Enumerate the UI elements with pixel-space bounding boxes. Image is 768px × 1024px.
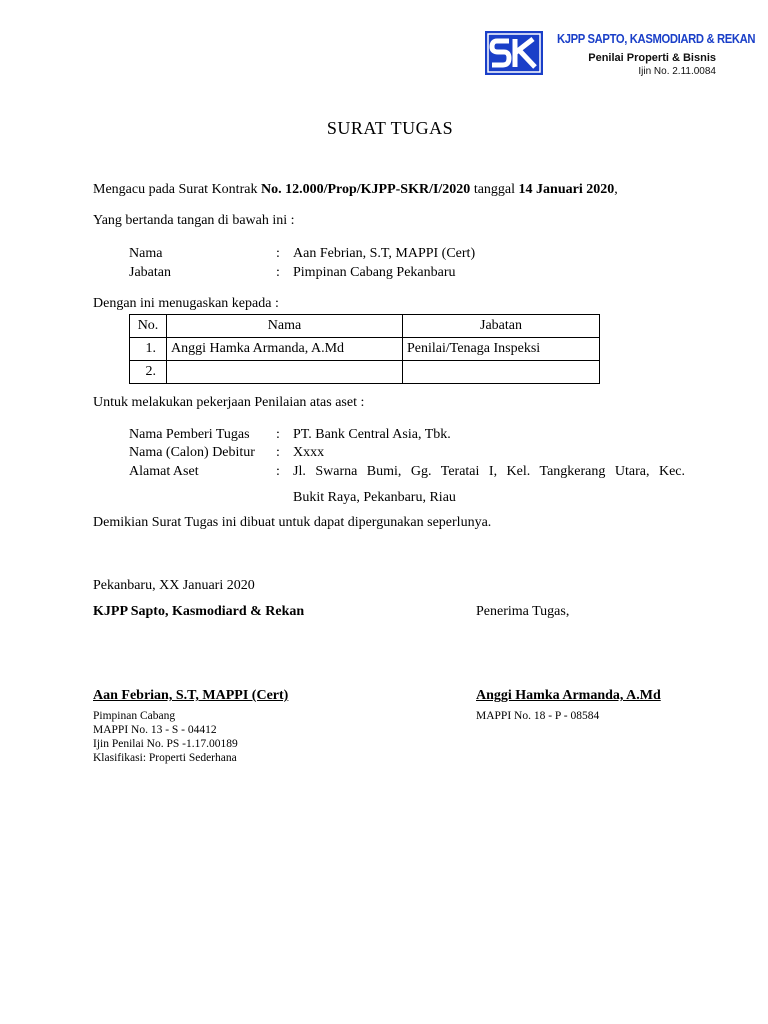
- client-value: PT. Bank Central Asia, Tbk.: [293, 427, 451, 442]
- left-signer-line: Ijin Penilai No. PS -1.17.00189: [93, 738, 238, 750]
- debtor-label: Nama (Calon) Debitur: [129, 445, 255, 460]
- signer-name-label: Nama: [129, 246, 163, 261]
- recipient-label: Penerima Tugas,: [476, 604, 570, 619]
- row-position: [403, 361, 600, 384]
- company-subtitle: Penilai Properti & Bisnis: [588, 52, 716, 64]
- row-no: 2.: [130, 361, 167, 384]
- row-position: Penilai/Tenaga Inspeksi: [403, 338, 600, 361]
- left-signer-name: Aan Febrian, S.T, MAPPI (Cert): [93, 688, 289, 703]
- company-license: Ijin No. 2.11.0084: [638, 66, 716, 77]
- signer-name-value: Aan Febrian, S.T, MAPPI (Cert): [293, 246, 476, 261]
- intro-prefix: Mengacu pada Surat Kontrak: [93, 182, 261, 197]
- address-line-1: Jl. Swarna Bumi, Gg. Teratai I, Kel. Tangkerang Utara, Kec.: [293, 464, 685, 479]
- address-colon: :: [276, 464, 280, 479]
- signer-intro: Yang bertanda tangan di bawah ini :: [93, 213, 295, 228]
- signer-name-colon: :: [276, 246, 280, 261]
- sk-logo-icon: [485, 31, 543, 75]
- intro-paragraph: [93, 181, 618, 199]
- right-signer-line: MAPPI No. 18 - P - 08584: [476, 710, 600, 722]
- company-name: KJPP SAPTO, KASMODIARD & REKAN: [557, 32, 756, 46]
- company-logo: [485, 31, 543, 75]
- assignment-table: [129, 314, 600, 384]
- task-intro: Untuk melakukan pekerjaan Penilaian atas aset :: [93, 395, 365, 410]
- closing-statement: Demikian Surat Tugas ini dibuat untuk dapat dipergunakan seperlunya.: [93, 515, 492, 530]
- table-row: [130, 361, 600, 384]
- debtor-colon: :: [276, 445, 280, 460]
- client-label: Nama Pemberi Tugas: [129, 427, 250, 442]
- place-date: Pekanbaru, XX Januari 2020: [93, 578, 255, 593]
- right-signer-name: Anggi Hamka Armanda, A.Md: [476, 688, 661, 703]
- intro-suffix: ,: [614, 182, 618, 197]
- debtor-value: Xxxx: [293, 445, 325, 460]
- row-name: Anggi Hamka Armanda, A.Md: [167, 338, 403, 361]
- row-name: [167, 361, 403, 384]
- contract-date: 14 Januari 2020: [518, 182, 615, 197]
- signer-position-label: Jabatan: [129, 265, 171, 280]
- contract-number: No. 12.000/Prop/KJPP-SKR/I/2020: [260, 182, 471, 197]
- row-no: 1.: [130, 338, 167, 361]
- client-colon: :: [276, 427, 280, 442]
- document-title: SURAT TUGAS: [326, 118, 454, 138]
- left-signer-line: MAPPI No. 13 - S - 04412: [93, 724, 217, 736]
- signer-position-colon: :: [276, 265, 280, 280]
- address-label: Alamat Aset: [129, 464, 199, 479]
- left-signer-line: Pimpinan Cabang: [93, 710, 176, 722]
- signer-position-value: Pimpinan Cabang Pekanbaru: [293, 265, 456, 280]
- address-line-2: Bukit Raya, Pekanbaru, Riau: [293, 490, 456, 505]
- header-position: Jabatan: [403, 315, 600, 338]
- intro-middle: tanggal: [470, 182, 519, 197]
- header-no: No.: [130, 315, 167, 338]
- table-header-row: [130, 315, 600, 338]
- table-row: [130, 338, 600, 361]
- header-name: Nama: [167, 315, 403, 338]
- assign-intro: Dengan ini menugaskan kepada :: [93, 296, 279, 311]
- issuer-organization: KJPP Sapto, Kasmodiard & Rekan: [93, 604, 305, 619]
- left-signer-line: Klasifikasi: Properti Sederhana: [93, 752, 237, 764]
